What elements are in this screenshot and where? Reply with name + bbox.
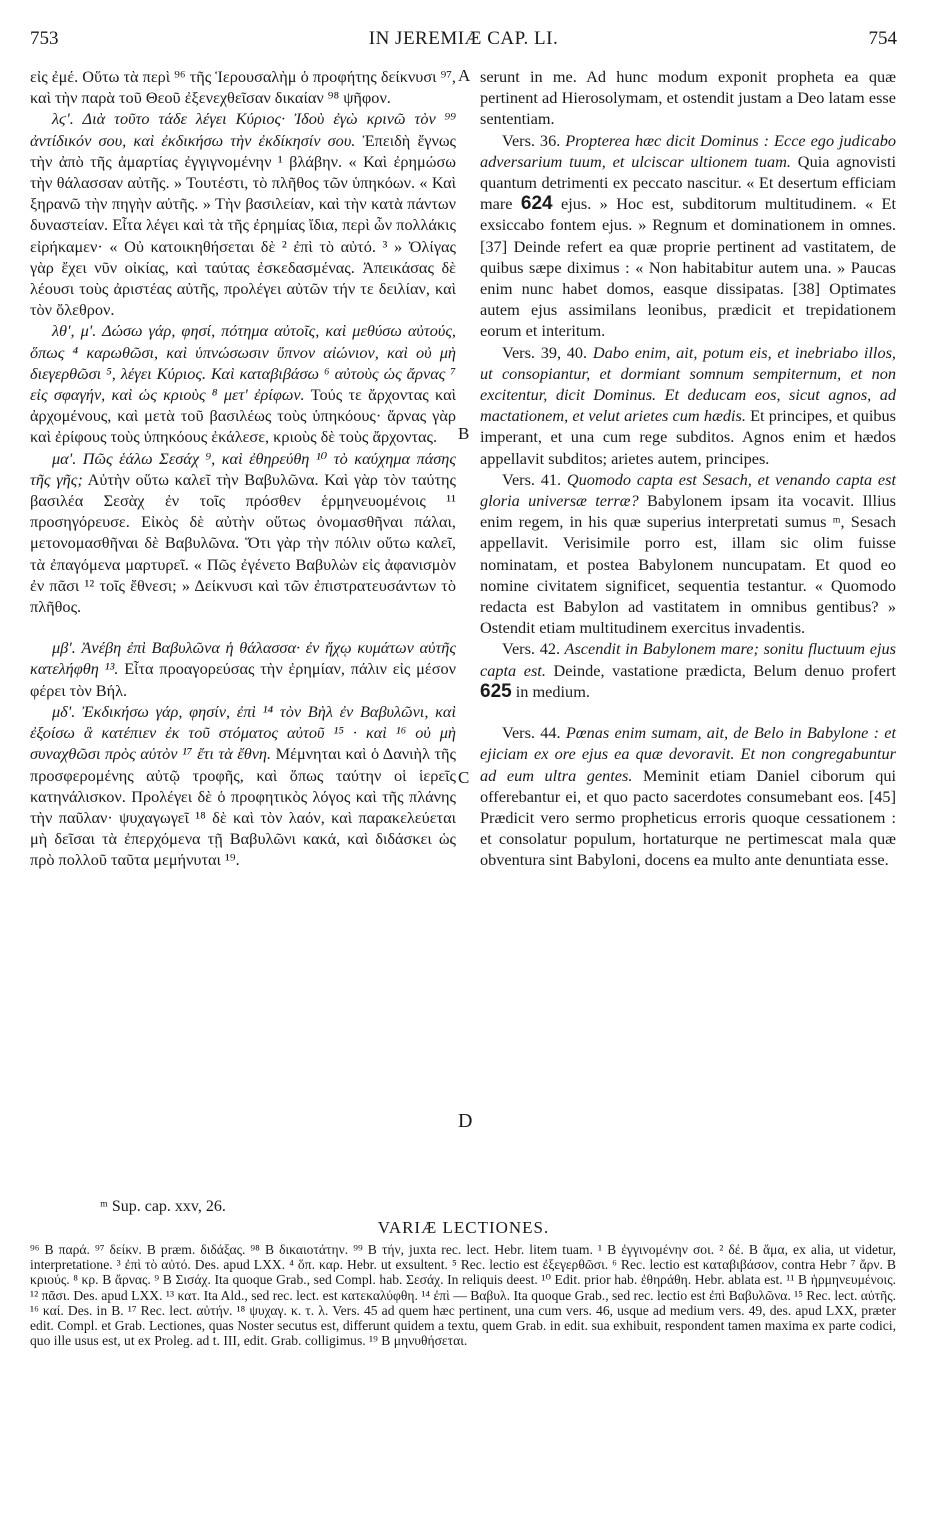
variae-lectiones-title: VARIÆ LECTIONES. (377, 1218, 550, 1237)
variae-lectiones-text: ⁹⁶ B παρά. ⁹⁷ δείκν. B præm. διδάξας. ⁹⁸ B δικαιοτάτην. ⁹⁹ B τήν, juxta rec. lect. Hebr. litem tuam. ¹ B ἐγγινομένην σοι. ² δέ. B ἅμα, ex alia, ut videtur, interpretatione. ³ ἐπὶ τὸ αὐτό. Des. apud LXX. ⁴ ὅπ. καρ. Hebr. ut exsultent. ⁵ Rec. lectio est ἐξεγερθῶσι. ⁶ Rec. lectio est καταβιβάσον, contra Hebr ⁷ ἄρν. B κριούς. ⁸ κρ. B ἄρνας. ⁹ B Σισάχ. Ita quoque Grab., sed Compl. hab. Σεσάχ. In reliquis deest. ¹⁰ Edit. prior hab. ἐθηράθη. Hebr. ablata est. ¹¹ B ἡρμηνευμένοις. ¹² πᾶσι. Des. apud LXX. ¹³ κατ. Ita Ald., sed rec. lect. est κατεκαλύφθη. ¹⁴ ἐπὶ — Βαβυλ. Ita quoque Grab., sed rec. lectio est ἐπὶ Βαβυλῶνα. ¹⁵ Rec. lect. αὐτῆς. ¹⁶ καί. Des. in B. ¹⁷ Rec. lect. αὐτήν. ¹⁸ ψυχαγ. κ. τ. λ. Vers. 45 ad quem hæc pertinent, una cum vers. 46, usque ad medium vers. 49, des. apud LXX, præter edit. Compl. et Grab. Lectiones, quas Noster secutus est, differunt quidem a textu, quem Grab. in edit. sua exhibuit, respondent tamen maxima ex parte codici, quo ille usus est, ut ex Proleg. ad t. III, edit. Grab. colligimus. ¹⁹ B μηνυθήσεται. (30, 1242, 896, 1349)
greek-paragraph: λϛ'. Διὰ τοῦτο τάδε λέγει Κύριος· Ἰδοὺ ἐγὼ κρινῶ τὸν ⁹⁹ ἀντίδικόν σου, καὶ ἐκδικήσω τὴν ἐκδίκησίν σου. Ἐπειδὴ ἔγνως τὴν ἀπὸ τῆς ἁμαρτίας ἐγγιγνομένην ¹ βλάβην. « Καὶ ἐρημώσω τὴν θάλασσαν αὐτῆς. » Τουτέστι, τὸ πλῆθος τῶν ὑπηκόων. « Καὶ ξηρανῶ τὴν πηγὴν αὐτῆς. » Τὴν βασιλείαν, καὶ τὴν κατὰ πάντων δυναστείαν. Εἶτα λέγει καὶ τὰ τῆς ἐρημίας ἴδια, περὶ ὧν πολλάκις εἰρήκαμεν· « Οὐ κατοικηθήσεται δὲ ² ἐπὶ τὸ αὐτό. ³ » Ὀλίγας γὰρ ἔχει νῦν οἰκίας, καὶ ταύτας ἐσκεδασμένας. Ἀπεικάσας δὲ λέουσι τοὺς ἀριστέας αὐτῆς, προλέγει αὐτῶν τήν τε δειλίαν, καὶ τὸν ὄλεθρον. (30, 109, 456, 320)
margin-letter-c: C (458, 768, 470, 787)
verse-label: Vers. 44. (502, 723, 561, 743)
column-number: 624 (520, 193, 553, 215)
margin-letter-d: D (458, 1110, 473, 1132)
greek-paragraph: λθ', μ'. Δώσω γάρ, φησί, πότημα αὐτοῖς, καὶ μεθύσω αὐτούς, ὅπως ⁴ καρωθῶσι, καὶ ὑπνώσωσιν ὕπνον αἰώνιον, καὶ οὐ μὴ διεγερθῶσι ⁵, λέγει Κύριος. Καὶ καταβιβάσω ⁶ αὐτοὺς ὡς ἄρνας ⁷ εἰς σφαγήν, καὶ ὡς κριοὺς ⁸ μετ' ἐρίφων. Τούς τε ἄρχοντας καὶ ἀρχομένους, καὶ μετὰ τοῦ βασιλέως τοὺς ὑπηκόους· ἄρνας γὰρ καὶ ἐρίφους τοὺς ὑπηκόους ἐκάλεσε, κριοὺς δὲ τοὺς ἄρχοντας. (30, 321, 456, 447)
verse-lemma: μδ'. Ἐκδικήσω γάρ, φησίν, ἐπὶ ¹⁴ τὸν Βὴλ ἐν Βαβυλῶνι, καὶ ἐξοίσω ἃ κατέπιεν ἐκ τοῦ στόματος αὐτοῦ ¹⁵ · καὶ ¹⁶ οὐ μὴ συναχθῶσι πρὸς αὐτὸν ¹⁷ ἔτι τὰ ἔθνη. (30, 701, 456, 764)
page-number-left: 753 (30, 28, 59, 49)
latin-paragraph: Vers. 41. Quomodo capta est Sesach, et venando capta est gloria universæ terræ? Babylonem ipsam ita vocavit. Illius enim regem, in his quæ superius interpretati sumus ᵐ, Sesach appellavit. Verisimile porro est, illam sic olim fuisse nominatam, et postea Babylonem nuncupatam. Et quod eo nomine civitatem significet, sequentia testantur. « Quomodo redacta est Babylon ad vastitatem in omnibus gentibus? » Ostendit etiam multitudinem exercitus invadentis. (480, 469, 896, 638)
running-header (30, 28, 897, 54)
latin-paragraph: Vers. 42. Ascendit in Babylonem mare; sonitu fluctuum ejus capta est. Deinde, vastatione prædicta, Belum denuo profert 625 in medium. (480, 639, 897, 702)
verse-lemma: μβ'. Ἀνέβη ἐπὶ Βαβυλῶνα ἡ θάλασσα· ἐν ἤχῳ κυμάτων αὐτῆς κατελήφθη ¹³. (30, 638, 456, 679)
greek-paragraph: μα'. Πῶς ἑάλω Σεσάχ ⁹, καὶ ἐθηρεύθη ¹⁰ τὸ καύχημα πάσης τῆς γῆς; Αὐτὴν οὕτω καλεῖ τὴν Βαβυλῶνα. Καὶ γὰρ τὸν ταύτης βασιλέα Σεσὰχ ἐν τοῖς πρόσθεν ἑρμηνευομένοις ¹¹ προσηγόρευσε. Εἰκὸς δὲ αὐτὴν οὕτως ὀνομασθῆναι πάλαι, μετονομασθῆναι δὲ Βαβυλῶνα. Ὅτι γὰρ τὴν πόλιν οὕτω καλεῖ, τὰ ἐπαγόμενα μαρτυρεῖ. « Πῶς ἐγένετο Βαβυλὼν εἰς ἀφανισμὸν ἐν πᾶσι ¹² τοῖς ἔθνεσι; » Δείκνυσι καὶ τῶν ἐπιστρατευσάντων τὸ πλῆθος. (30, 448, 456, 617)
latin-paragraph: Vers. 36. Propterea hæc dicit Dominus : Ecce ego judicabo adversarium tuum, et ulciscar ultionem tuam. Quia agnovisti quantum detrimenti ex peccato nascitur. « Et desertum efficiam mare 624 ejus. » Hoc est, subditorum multitudinem. « Et exsiccabo fontem ejus. » Regnum et dominationem in omnes. [37] Deinde refert ea quæ proprie pertinent ad vastitatem, de quibus sæpe diximus : « Non habitabitur autem una. » Paucas enim nunc habet domos, easque dissipatas. [38] Optimates autem ejus assimilans leonibus, prædicit et trepidationem eorum et interitum. (480, 130, 896, 341)
running-title: IN JEREMIÆ CAP. LI. (368, 28, 559, 49)
verse-label: Vers. 39, 40. (502, 342, 588, 362)
verse-lemma: μα'. Πῶς ἑάλω Σεσάχ ⁹, καὶ ἐθηρεύθη ¹⁰ τὸ καύχημα πάσης τῆς γῆς; (30, 448, 456, 489)
verse-label: Vers. 36. (502, 130, 561, 150)
margin-letter-b: B (458, 424, 470, 443)
verse-lemma: λϛ'. Διὰ τοῦτο τάδε λέγει Κύριος· Ἰδοὺ ἐγὼ κρινῶ τὸν ⁹⁹ ἀντίδικόν σου, καὶ ἐκδικήσω τὴν ἐκδίκησίν σου. (30, 109, 456, 150)
latin-paragraph: Vers. 39, 40. Dabo enim, ait, potum eis, et inebriabo illos, ut consopiantur, et dormiant somnum sempiternum, et non excitentur, dicit Dominus. Et deducam eos, sicut agnos, ad mactationem, et velut arietes cum hædis. Et principes, et quibus imperant, et una cum rege subditos. Agnos enim et hædos appellavit subditos; arietes autem, principes. (480, 342, 897, 468)
footnote: ᵐ Sup. cap. xxv, 26. (100, 1198, 226, 1215)
margin-letter-a: A (458, 66, 471, 85)
verse-label: Vers. 42. (502, 639, 561, 659)
greek-column (30, 66, 456, 871)
greek-paragraph: μβ'. Ἀνέβη ἐπὶ Βαβυλῶνα ἡ θάλασσα· ἐν ἤχῳ κυμάτων αὐτῆς κατελήφθη ¹³. Εἶτα προαγορεύσας τὴν ἐρημίαν, πάλιν εἰς μέσον φέρει τὸν Βήλ. (30, 638, 456, 700)
verse-lemma: λθ', μ'. Δώσω γάρ, φησί, πότημα αὐτοῖς, καὶ μεθύσω αὐτούς, ὅπως ⁴ καρωθῶσι, καὶ ὑπνώσωσιν ὕπνον αἰώνιον, καὶ οὐ μὴ διεγερθῶσι ⁵, λέγει Κύριος. Καὶ καταβιβάσω ⁶ αὐτοὺς ὡς ἄρνας ⁷ εἰς σφαγήν, καὶ ὡς κριοὺς ⁸ μετ' ἐρίφων. (30, 321, 456, 405)
greek-paragraph: εἰς ἐμέ. Οὕτω τὰ περὶ ⁹⁶ τῆς Ἱερουσαλὴμ ὁ προφήτης δείκνυσι ⁹⁷, καὶ τὴν παρὰ τοῦ Θεοῦ ἐξενεχθεῖσαν δικαίαν ⁹⁸ ψῆφον. (30, 67, 456, 108)
column-number: 625 (480, 680, 512, 702)
verse-label: Vers. 41. (502, 469, 562, 489)
page-number-right: 754 (868, 28, 897, 49)
greek-paragraph: μδ'. Ἐκδικήσω γάρ, φησίν, ἐπὶ ¹⁴ τὸν Βὴλ ἐν Βαβυλῶνι, καὶ ἐξοίσω ἃ κατέπιεν ἐκ τοῦ στόματος αὐτοῦ ¹⁵ · καὶ ¹⁶ οὐ μὴ συναχθῶσι πρὸς αὐτὸν ¹⁷ ἔτι τὰ ἔθνη. Μέμνηται καὶ ὁ Δανιὴλ τῆς προσφερομένης αὐτῷ τροφῆς, καὶ ὅπως ταύτην οἱ ἱερεῖς κατηνάλισκον. Προλέγει δὲ ὁ προφητικὸς λόγος καὶ τῆς πλάνης τὴν παῦλαν· ψυχαγωγεῖ ¹⁸ δὲ καὶ τὸν λαόν, καὶ παρακελεύεται μὴ δεῖσαι τὰ ἐπερχόμενα τῇ Βαβυλῶνι κακά, καὶ διδάσκει ὡς πρὸ πολλοῦ ταῦτα μεμήνυται ¹⁹. (30, 701, 457, 870)
latin-paragraph: Vers. 44. Pœnas enim sumam, ait, de Belo in Babylone : et ejiciam ex ore ejus ea quæ devoravit. Et non congregabuntur ad eum ultra gentes. Meminit etiam Daniel ciborum qui offerebantur ei, et quo pacto sacerdotes consumebant eos. [45] Prædicit vero sermo propheticus erroris quoque cessationem : et consolatur populum, hortaturque ne pertimescat mala quæ obventura sint Babyloni, docens ea multo ante denuntiata esse. (480, 723, 896, 870)
latin-paragraph: serunt in me. Ad hunc modum exponit propheta ea quæ pertinent ad Hierosolymam, et ostendit justam a Deo latam esse sententiam. (480, 67, 896, 129)
latin-column (480, 66, 896, 871)
